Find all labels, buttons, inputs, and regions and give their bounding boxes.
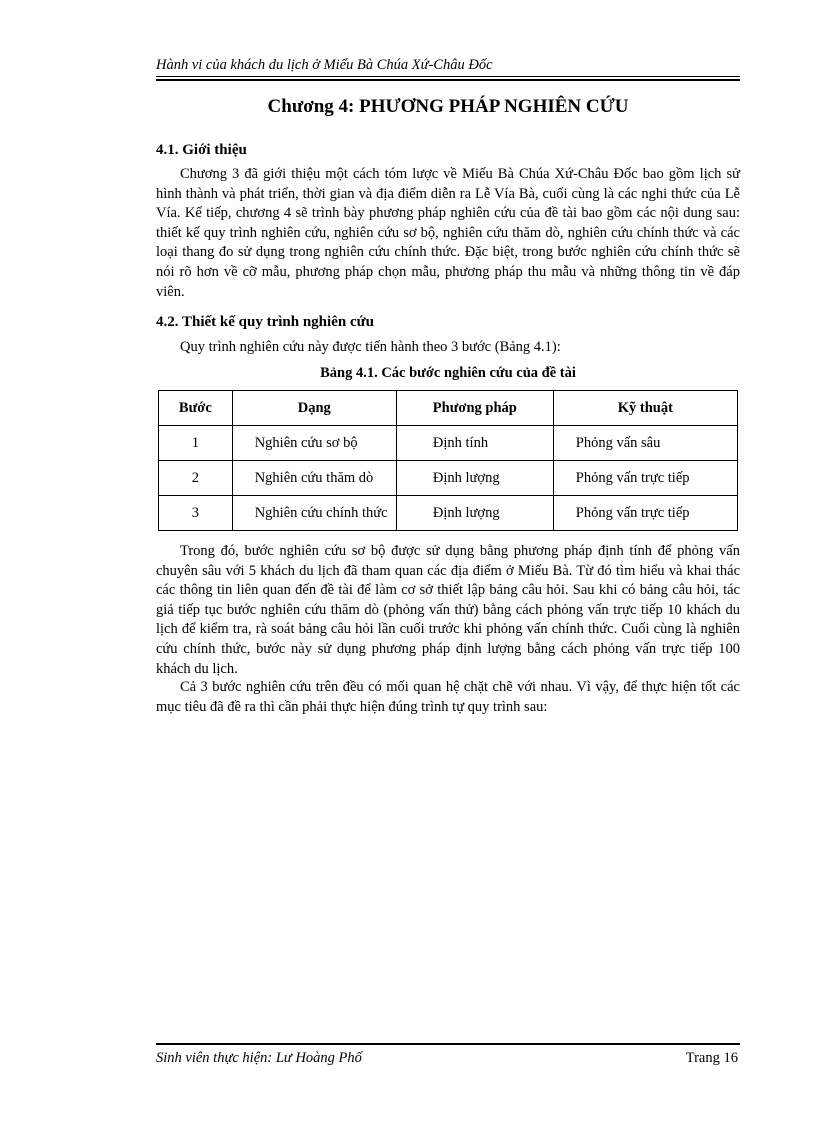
table-cell: 3: [159, 496, 233, 531]
table-cell: Phỏng vấn sâu: [553, 426, 737, 461]
footer-rule: [156, 1043, 740, 1045]
table-row: [159, 496, 738, 531]
table-header-row: [159, 391, 738, 426]
section-heading-intro: 4.1. Giới thiệu: [156, 142, 247, 158]
column-header: Phương pháp: [396, 391, 553, 426]
table-row: [159, 461, 738, 496]
process-paragraph-1: Trong đó, bước nghiên cứu sơ bộ được sử dụng bằng phương pháp định tính để phỏng vấn chuyên sâu với 5 khách du lịch đã tham quan các địa điểm ở Miếu Bà. Từ đó tìm hiểu và khai thác các thông tin liên quan đến đề tài để làm cơ sở thiết lập bảng câu hỏi. Sau khi có bảng câu hỏi, tác giả tiếp tục bước nghiên cứu thăm dò (phỏng vấn thử) bằng cách phỏng vấn trực tiếp 10 khách du lịch để kiểm tra, rà soát bảng câu hỏi lần cuối trước khi phỏng vấn chính thức. Cuối cùng là nghiên cứu chính thức, bước này sử dụng phương pháp định lượng bằng cách phỏng vấn trực tiếp 100 khách du lịch.: [156, 543, 740, 677]
table-caption: Bảng 4.1. Các bước nghiên cứu của đề tài: [320, 365, 576, 381]
column-header: Kỹ thuật: [553, 391, 737, 426]
research-steps-table: [158, 390, 738, 531]
table-cell: Phỏng vấn trực tiếp: [553, 461, 737, 496]
table-cell: Phỏng vấn trực tiếp: [553, 496, 737, 531]
header-rule-thick: [156, 79, 740, 81]
table-cell: 2: [159, 461, 233, 496]
table-cell: 1: [159, 426, 233, 461]
intro-paragraph: Chương 3 đã giới thiệu một cách tóm lược về Miếu Bà Chúa Xứ-Châu Đốc bao gồm lịch sử hình thành và phát triển, thời gian và địa điểm diễn ra Lễ Vía Bà, cuối cùng là các nghi thức của Lễ Vía. Kế tiếp, chương 4 sẽ trình bày phương pháp nghiên cứu của đề tài bao gồm các nội dung sau: thiết kế quy trình nghiên cứu, nghiên cứu sơ bộ, nghiên cứu thăm dò, nghiên cứu chính thức và các loại thang đo sử dụng trong nghiên cứu chính thức. Đặc biệt, trong bước nghiên cứu chính thức sẽ nói rõ hơn về cỡ mẫu, phương pháp chọn mẫu, phương pháp thu mẫu và những thông tin về đáp viên.: [156, 166, 740, 300]
table-cell: Định lượng: [396, 461, 553, 496]
column-header: Bước: [159, 391, 233, 426]
column-header: Dạng: [232, 391, 396, 426]
running-header: Hành vi của khách du lịch ở Miếu Bà Chúa Xứ-Châu Đốc: [156, 57, 493, 73]
chapter-title: Chương 4: PHƯƠNG PHÁP NGHIÊN CỨU: [267, 96, 629, 117]
table-cell: Định lượng: [396, 496, 553, 531]
table-row: [159, 426, 738, 461]
process-paragraph-2: Cả 3 bước nghiên cứu trên đều có mối quan hệ chặt chẽ với nhau. Vì vậy, để thực hiện tốt các mục tiêu đã đề ra thì cần phải thực hiện đúng trình tự quy trình sau:: [156, 679, 740, 715]
table-cell: Nghiên cứu thăm dò: [232, 461, 396, 496]
table-cell: Nghiên cứu chính thức: [232, 496, 396, 531]
header-rule-thin: [156, 76, 740, 77]
table-cell: Định tính: [396, 426, 553, 461]
footer-author: Sinh viên thực hiện: Lư Hoàng Phố: [156, 1050, 362, 1066]
process-intro: Quy trình nghiên cứu này được tiến hành theo 3 bước (Bảng 4.1):: [180, 339, 561, 355]
footer-page-number: Trang 16: [685, 1050, 738, 1066]
table-cell: Nghiên cứu sơ bộ: [232, 426, 396, 461]
section-heading-process: 4.2. Thiết kế quy trình nghiên cứu: [156, 314, 374, 330]
